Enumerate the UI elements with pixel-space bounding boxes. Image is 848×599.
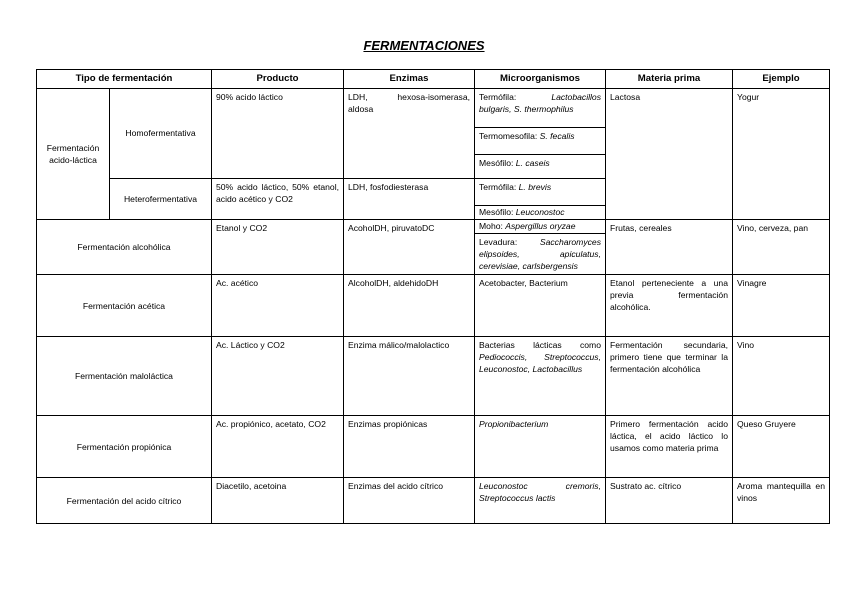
table-row (37, 275, 830, 337)
header-enzimas: Enzimas (344, 70, 475, 89)
materia-propionica: Primero fermentación acido láctica, el acido láctico lo usamos como materia prima (606, 416, 733, 478)
ejemplo-malolactica: Vino (733, 337, 830, 416)
ejemplo-citrico: Aroma mantequilla en vinos (733, 478, 830, 524)
micro-label: Mesófilo: (479, 207, 514, 217)
enzimas-alcoholica: AcoholDH, piruvatoDC (344, 220, 475, 275)
tipo-acetica: Fermentación acética (37, 275, 212, 337)
materia-malolactica: Fermentación secundaria, primero tiene que terminar la fermentación alcohólica (606, 337, 733, 416)
micro-label: Mesófilo: (479, 158, 514, 168)
producto-hetero: 50% acido láctico, 50% etanol, acido acético y CO2 (212, 179, 344, 220)
tipo-alcoholica: Fermentación alcohólica (37, 220, 212, 275)
tipo-acido-lactica: Fermentación acido-láctica (37, 89, 110, 220)
producto-homo: 90% acido láctico (212, 89, 344, 179)
subtipo-homofermentativa: Homofermentativa (110, 89, 212, 179)
enzimas-malolactica: Enzima málico/malolactico (344, 337, 475, 416)
table-row (37, 220, 830, 234)
table-row (37, 478, 830, 524)
micro-species: L. brevis (518, 182, 552, 192)
micro-species: L. caseis (515, 158, 550, 168)
producto-alcoholica: Etanol y CO2 (212, 220, 344, 275)
micro-species: Leuconostoc (515, 207, 565, 217)
enzimas-citrico: Enzimas del acido cítrico (344, 478, 475, 524)
fermentation-table (36, 69, 830, 524)
micro-hetero-mesofilo (475, 206, 606, 220)
header-ejemplo: Ejemplo (733, 70, 830, 89)
ejemplo-propionica: Queso Gruyere (733, 416, 830, 478)
ejemplo-alcoholica: Vino, cerveza, pan (733, 220, 830, 275)
tipo-propionica: Fermentación propiónica (37, 416, 212, 478)
micro-species: Aspergillus oryzae (505, 221, 576, 231)
micro-species: Saccharomyces elipsoides, apiculatus, cerevisiae, carlsbergensis (479, 237, 601, 272)
table-row (37, 337, 830, 416)
micro-hetero-termofila (475, 179, 606, 206)
micro-homo-mesofilo (475, 155, 606, 179)
materia-acido-lactica: Lactosa (606, 89, 733, 220)
micro-label: Termófila: (479, 92, 517, 102)
ejemplo-acido-lactica: Yogur (733, 89, 830, 220)
micro-label: Termomesofila: (479, 131, 538, 141)
enzimas-hetero: LDH, fosfodiesterasa (344, 179, 475, 220)
micro-label: Levadura: (479, 237, 518, 247)
page-title: FERMENTACIONES (363, 38, 485, 53)
materia-alcoholica: Frutas, cereales (606, 220, 733, 275)
micro-species: S. fecalis (539, 131, 575, 141)
producto-propionica: Ac. propiónico, acetato, CO2 (212, 416, 344, 478)
micro-species: Pediococcis, Streptococcus, Leuconostoc, Lactobacillus (479, 352, 601, 375)
micro-alcoholica-levadura (475, 234, 606, 275)
micro-alcoholica-moho (475, 220, 606, 234)
header-microorganismos: Microorganismos (475, 70, 606, 89)
table-row (37, 89, 830, 128)
micro-malolactica (475, 337, 606, 416)
table-row (37, 416, 830, 478)
ejemplo-acetica: Vinagre (733, 275, 830, 337)
micro-species: Lactobacillos bulgaris, S. thermophilus (479, 92, 601, 115)
micro-homo-termomesofila (475, 128, 606, 155)
micro-label: Moho: (479, 221, 503, 231)
micro-label: Termófila: (479, 182, 517, 192)
producto-malolactica: Ac. Láctico y CO2 (212, 337, 344, 416)
tipo-malolactica: Fermentación maloláctica (37, 337, 212, 416)
micro-prefix: Bacterias lácticas como (479, 340, 601, 351)
subtipo-heterofermentativa: Heterofermentativa (110, 179, 212, 220)
materia-acetica: Etanol perteneciente a una previa fermentación alcohólica. (606, 275, 733, 337)
micro-propionica: Propionibacterium (475, 416, 606, 478)
materia-citrico: Sustrato ac. cítrico (606, 478, 733, 524)
micro-citrico: Leuconostoc cremoris, Streptococcus lactis (475, 478, 606, 524)
header-row (37, 70, 830, 89)
micro-acetica: Acetobacter, Bacterium (475, 275, 606, 337)
header-materia-prima: Materia prima (606, 70, 733, 89)
enzimas-acetica: AlcoholDH, aldehidoDH (344, 275, 475, 337)
producto-acetica: Ac. acético (212, 275, 344, 337)
micro-homo-termofila (475, 89, 606, 128)
tipo-citrico: Fermentación del acido cítrico (37, 478, 212, 524)
enzimas-homo: LDH, hexosa-isomerasa, aldosa (344, 89, 475, 179)
header-producto: Producto (212, 70, 344, 89)
producto-citrico: Diacetilo, acetoina (212, 478, 344, 524)
enzimas-propionica: Enzimas propiónicas (344, 416, 475, 478)
header-tipo: Tipo de fermentación (37, 70, 212, 89)
